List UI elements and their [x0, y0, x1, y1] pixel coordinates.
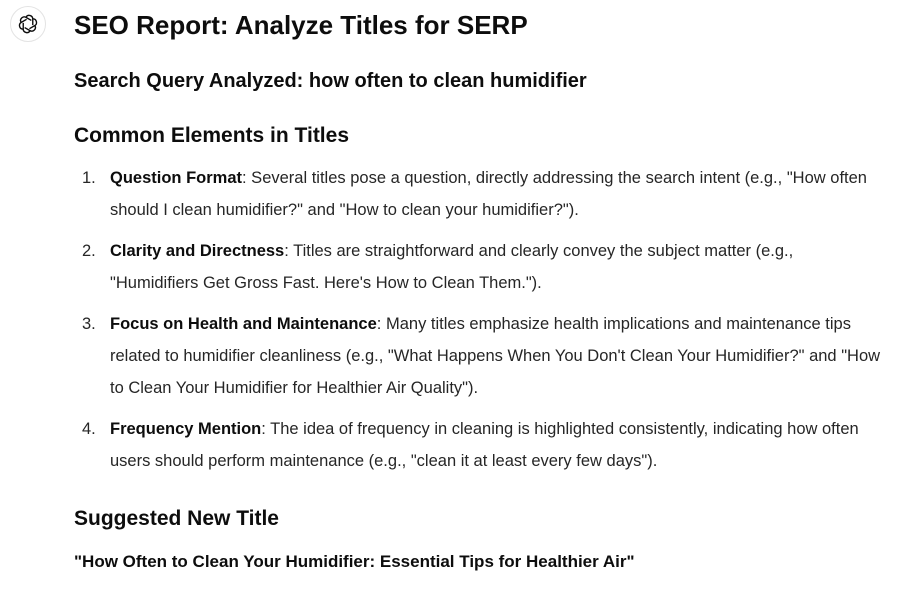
assistant-avatar: [10, 6, 46, 42]
list-item-number: 4.: [82, 420, 96, 438]
list-item-text: : Several titles pose a question, directly addressing the search intent (e.g., "How often should I clean humidifier?" and "How to clean your humidifier?").: [110, 169, 867, 219]
list-item-label: Frequency Mention: [110, 420, 262, 438]
list-item-number: 1.: [82, 169, 96, 187]
list-item: [74, 413, 886, 477]
list-item-text: : Many titles emphasize health implications and maintenance tips related to humidifier cleanliness (e.g., "What Happens When You Don't Clean Your Humidifier?" and "How to Clean Your Humidifier for Healthier Air Quality").: [110, 315, 881, 397]
list-item-text: : The idea of frequency in cleaning is highlighted consistently, indicating how often users should perform maintenance (e.g., "clean it at least every few days").: [110, 420, 859, 470]
list-item: [74, 162, 886, 226]
list-item-label: Clarity and Directness: [110, 242, 285, 260]
common-elements-heading: Common Elements in Titles: [74, 124, 349, 147]
list-item-text: : Titles are straightforward and clearly convey the subject matter (e.g., "Humidifiers Get Gross Fast. Here's How to Clean Them.").: [110, 242, 794, 292]
query-heading: Search Query Analyzed: how often to clean humidifier: [74, 70, 587, 92]
list-item-number: 2.: [82, 242, 96, 260]
list-item-number: 3.: [82, 315, 96, 333]
list-item: [74, 235, 886, 299]
common-elements-list: [74, 162, 886, 486]
openai-logo-icon: [17, 13, 39, 35]
list-item-label: Question Format: [110, 169, 243, 187]
list-item-label: Focus on Health and Maintenance: [110, 315, 377, 333]
list-item: [74, 308, 886, 404]
suggested-title: "How Often to Clean Your Humidifier: Essential Tips for Healthier Air": [74, 552, 635, 571]
suggested-title-heading: Suggested New Title: [74, 507, 279, 530]
report-title: SEO Report: Analyze Titles for SERP: [74, 10, 528, 40]
